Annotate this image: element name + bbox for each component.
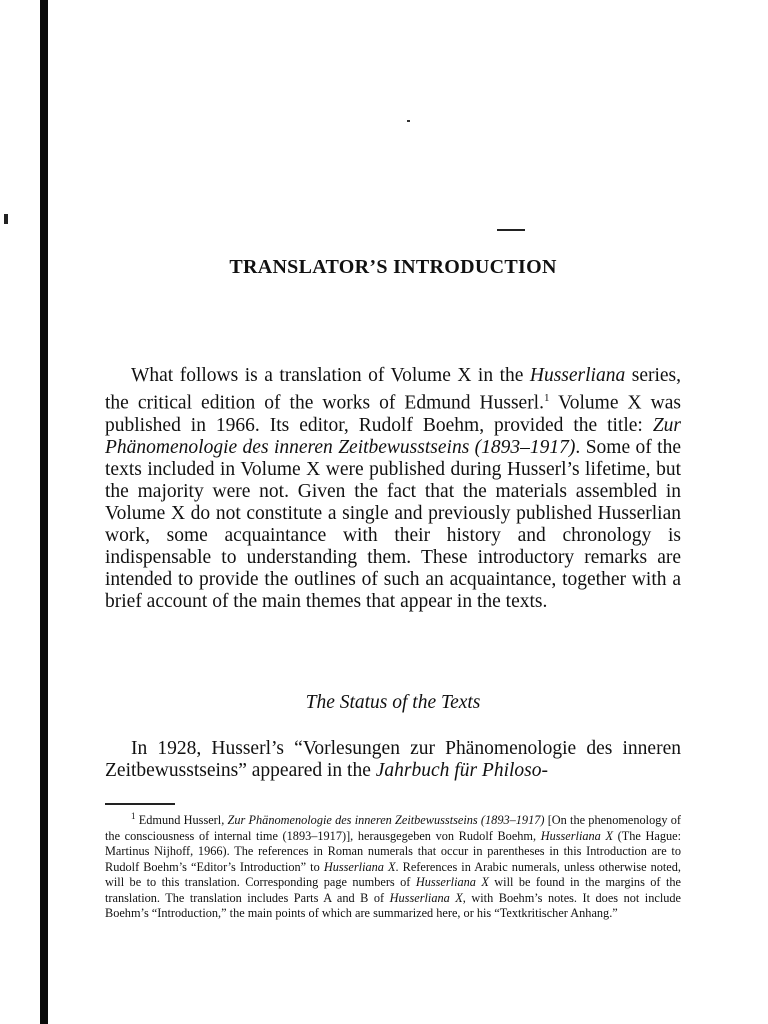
- page-binding-edge: [40, 0, 48, 1024]
- footnote: $^1$ Edmund Husserl, Zur Phänomenologie des inneren Zeitbewusstseins (1893–1917) [On the phenomenology of the consciousness of internal time (1893–1917)], herausgegeben von Rudolf Boehm, Husserliana X (The Hague: Martinus Nijhoff, 1966). The references in Roman numerals that occur in parentheses in this Introduction are to Rudolf Boehm’s “Editor’s Introduction” to Husserliana X. References in Arabic numerals, unless otherwise noted, will be to this translation. Corresponding page numbers of Husserliana X will be found in the margins of the translation. The translation includes Parts A and B of Husserliana X, with Boehm’s notes. It does not include Boehm’s “Introduction,” the main points of which are summarized here, or his “Textkritischer Anhang.”: [105, 811, 682, 921]
- intro-paragraph: What follows is a translation of Volume X in the Husserliana series, the critical edition of the works of Edmund Husserl.$^1$ Volume X was published in 1966. Its editor, Rudolf Boehm, provided the title: Zur Phänomenologie des inneren Zeitbewusstseins (1893–1917). Some of the texts included in Volume X were published during Husserl’s lifetime, but the majority were not. Given the fact that the materials assembled in Volume X do not constitute a single and previously published Husserlian work, some acquaintance with their history and chronology is indispensable to understanding them. These introductory remarks are intended to provide the outlines of such an acquaintance, together with a brief account of the main themes that appear in the texts.: [105, 365, 681, 612]
- scan-speck: [407, 120, 410, 122]
- footnote-reference: 1: [543, 392, 550, 404]
- page-dash-mark: [497, 229, 525, 231]
- section-title: The Status of the Texts: [305, 692, 481, 713]
- scan-speck: [4, 214, 8, 224]
- status-paragraph: In 1928, Husserl’s “Vorlesungen zur Phänomenologie des inneren Zeitbewusstseins” appeared in the Jahrbuch für Philoso-: [105, 738, 681, 781]
- page-title: TRANSLATOR’S INTRODUCTION: [229, 256, 557, 278]
- footnote-rule: [105, 803, 175, 805]
